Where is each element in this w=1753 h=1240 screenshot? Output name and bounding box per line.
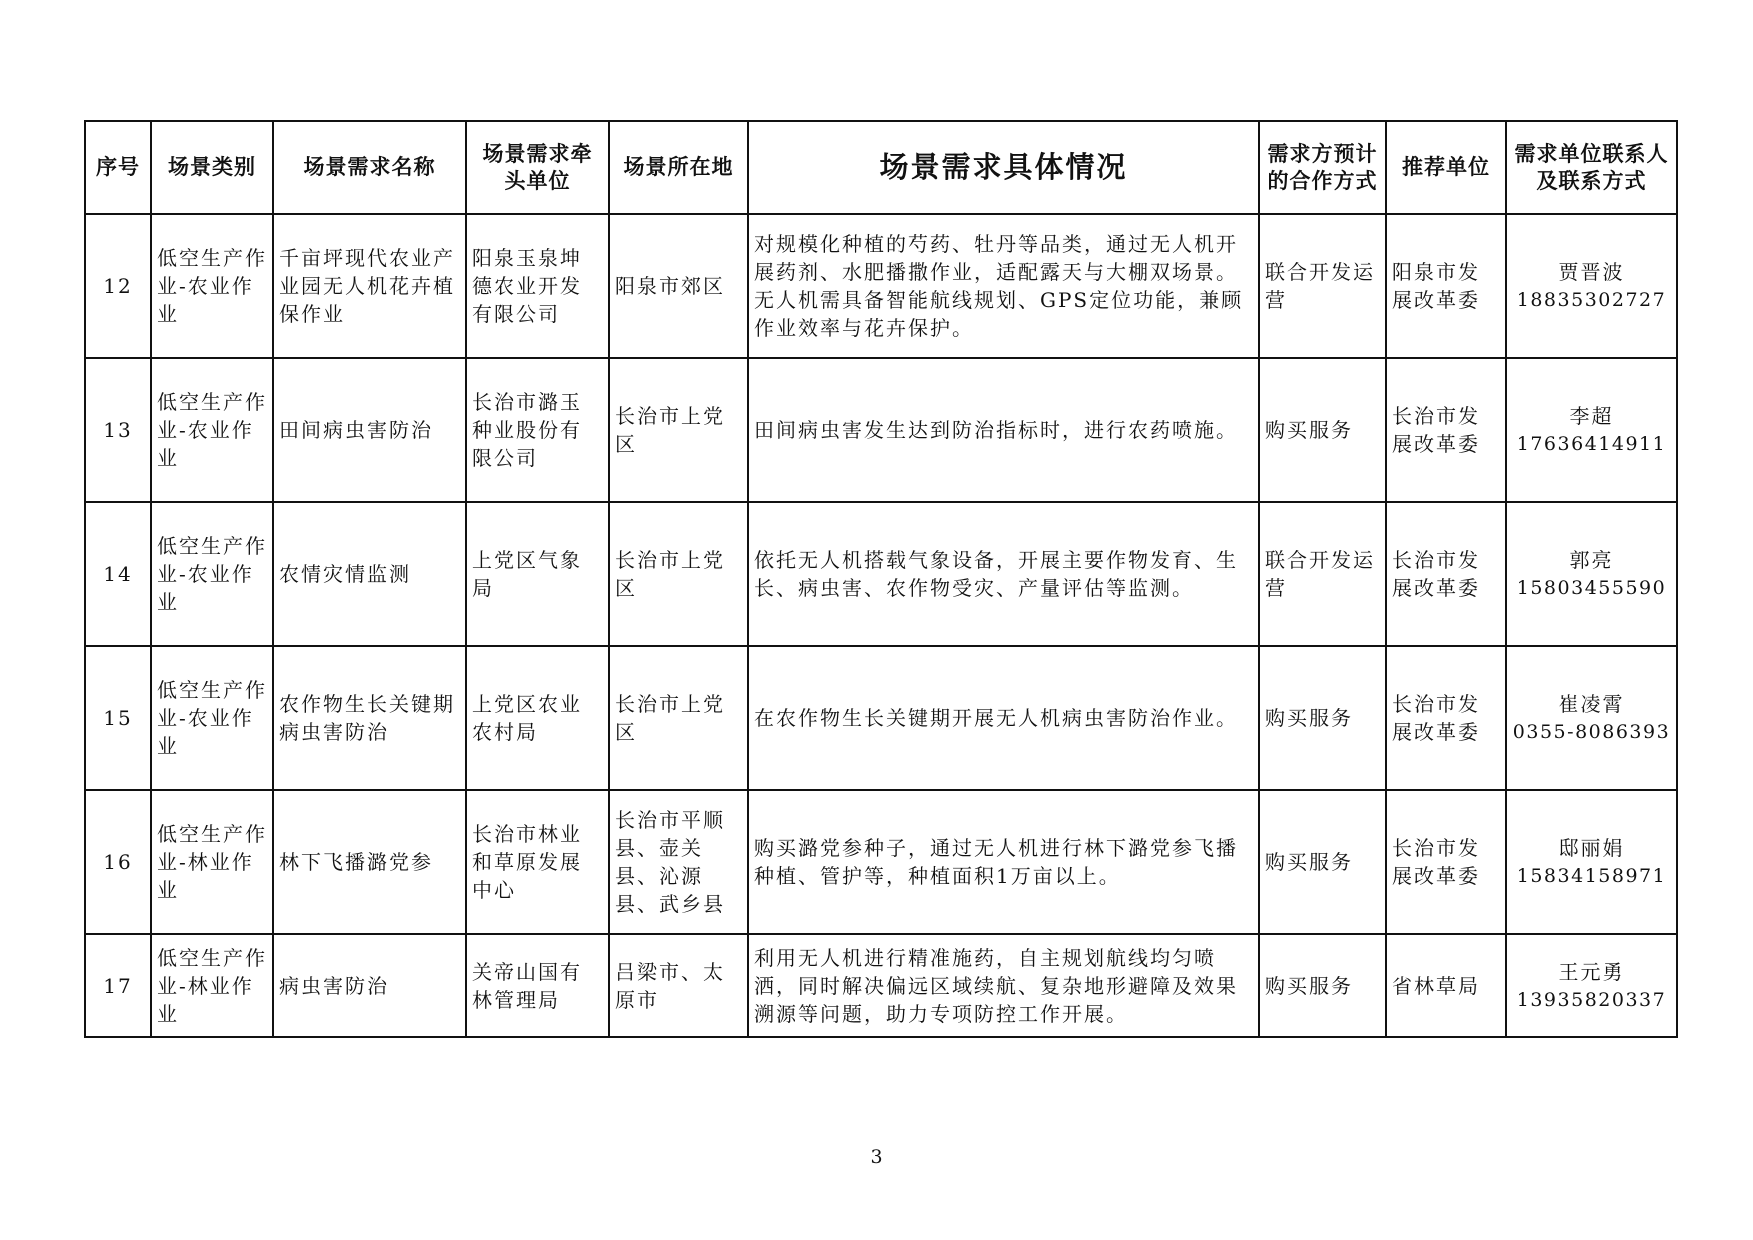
- row-location: 长治市上党区: [609, 646, 748, 790]
- contact-phone: 17636414911: [1516, 433, 1667, 455]
- col-header-details: 场景需求具体情况: [748, 121, 1259, 214]
- row-lead-unit: 上党区气象局: [466, 502, 609, 646]
- row-cooperation: 联合开发运营: [1259, 502, 1386, 646]
- contact-name: 郭亮: [1569, 548, 1614, 572]
- row-contact: [1506, 214, 1677, 358]
- row-name: 病虫害防治: [273, 934, 466, 1037]
- contact-phone: 13935820337: [1516, 988, 1667, 1011]
- row-name: 农情灾情监测: [273, 502, 466, 646]
- row-contact: [1506, 502, 1677, 646]
- contact-phone: 18835302727: [1516, 289, 1667, 311]
- row-category: 低空生产作业-农业作业: [151, 358, 273, 502]
- row-contact: [1506, 358, 1677, 502]
- row-recommender: 长治市发展改革委: [1386, 646, 1506, 790]
- row-cooperation: 购买服务: [1259, 934, 1386, 1037]
- table-row: [85, 934, 1677, 1037]
- table-row: [85, 358, 1677, 502]
- table-header-row: [85, 121, 1677, 214]
- row-no: 12: [85, 214, 151, 358]
- row-details: 田间病虫害发生达到防治指标时，进行农药喷施。: [748, 358, 1259, 502]
- row-location: 长治市上党区: [609, 502, 748, 646]
- col-header-category: 场景类别: [151, 121, 273, 214]
- col-header-location: 场景所在地: [609, 121, 748, 214]
- contact-name: 崔凌霄: [1558, 692, 1625, 716]
- row-category: 低空生产作业-农业作业: [151, 214, 273, 358]
- row-recommender: 长治市发展改革委: [1386, 790, 1506, 934]
- row-category: 低空生产作业-农业作业: [151, 502, 273, 646]
- row-lead-unit: 长治市林业和草原发展中心: [466, 790, 609, 934]
- row-no: 14: [85, 502, 151, 646]
- row-category: 低空生产作业-农业作业: [151, 646, 273, 790]
- row-no: 15: [85, 646, 151, 790]
- contact-phone: 15803455590: [1516, 577, 1667, 599]
- row-category: 低空生产作业-林业作业: [151, 790, 273, 934]
- contact-name: 邸丽娟: [1558, 836, 1625, 860]
- row-cooperation: 购买服务: [1259, 790, 1386, 934]
- row-name: 千亩坪现代农业产业园无人机花卉植保作业: [273, 214, 466, 358]
- row-details: 购买潞党参种子，通过无人机进行林下潞党参飞播种植、管护等，种植面积1万亩以上。: [748, 790, 1259, 934]
- row-contact: [1506, 646, 1677, 790]
- row-lead-unit: 长治市潞玉种业股份有限公司: [466, 358, 609, 502]
- contact-phone: 15834158971: [1516, 865, 1667, 887]
- col-header-no: 序号: [85, 121, 151, 214]
- row-details: 利用无人机进行精准施药，自主规划航线均匀喷洒，同时解决偏远区域续航、复杂地形避障及效果溯源等问题，助力专项防控工作开展。: [748, 934, 1259, 1037]
- row-name: 林下飞播潞党参: [273, 790, 466, 934]
- row-cooperation: 购买服务: [1259, 358, 1386, 502]
- row-recommender: 长治市发展改革委: [1386, 502, 1506, 646]
- col-header-name: 场景需求名称: [273, 121, 466, 214]
- contact-phone: 0355-8086393: [1512, 721, 1671, 743]
- scenario-demand-table: [84, 120, 1678, 1038]
- row-contact: [1506, 934, 1677, 1037]
- row-location: 长治市平顺县、壶关县、沁源县、武乡县: [609, 790, 748, 934]
- table-row: [85, 214, 1677, 358]
- col-header-cooperation: 需求方预计的合作方式: [1259, 121, 1386, 214]
- row-details: 依托无人机搭载气象设备，开展主要作物发育、生长、病虫害、农作物受灾、产量评估等监测。: [748, 502, 1259, 646]
- table-row: [85, 502, 1677, 646]
- row-location: 吕梁市、太原市: [609, 934, 748, 1037]
- col-header-lead-unit: 场景需求牵头单位: [466, 121, 609, 214]
- row-lead-unit: 上党区农业农村局: [466, 646, 609, 790]
- col-header-contact: 需求单位联系人及联系方式: [1506, 121, 1677, 214]
- page-number: 3: [870, 1146, 883, 1168]
- table-row: [85, 790, 1677, 934]
- row-category: 低空生产作业-林业作业: [151, 934, 273, 1037]
- row-lead-unit: 关帝山国有林管理局: [466, 934, 609, 1037]
- row-cooperation: 联合开发运营: [1259, 214, 1386, 358]
- row-contact: [1506, 790, 1677, 934]
- row-recommender: 长治市发展改革委: [1386, 358, 1506, 502]
- row-name: 田间病虫害防治: [273, 358, 466, 502]
- row-recommender: 阳泉市发展改革委: [1386, 214, 1506, 358]
- row-no: 13: [85, 358, 151, 502]
- contact-name: 贾晋波: [1558, 260, 1625, 284]
- row-location: 长治市上党区: [609, 358, 748, 502]
- row-no: 16: [85, 790, 151, 934]
- col-header-recommender: 推荐单位: [1386, 121, 1506, 214]
- row-cooperation: 购买服务: [1259, 646, 1386, 790]
- row-location: 阳泉市郊区: [609, 214, 748, 358]
- row-lead-unit: 阳泉玉泉坤德农业开发有限公司: [466, 214, 609, 358]
- row-no: 17: [85, 934, 151, 1037]
- row-name: 农作物生长关键期病虫害防治: [273, 646, 466, 790]
- row-details: 在农作物生长关键期开展无人机病虫害防治作业。: [748, 646, 1259, 790]
- contact-name: 李超: [1569, 404, 1614, 428]
- table-row: [85, 646, 1677, 790]
- row-recommender: 省林草局: [1386, 934, 1506, 1037]
- contact-name: 王元勇: [1558, 959, 1625, 984]
- row-details: 对规模化种植的芍药、牡丹等品类，通过无人机开展药剂、水肥播撒作业，适配露天与大棚双场景。无人机需具备智能航线规划、GPS定位功能，兼顾作业效率与花卉保护。: [748, 214, 1259, 358]
